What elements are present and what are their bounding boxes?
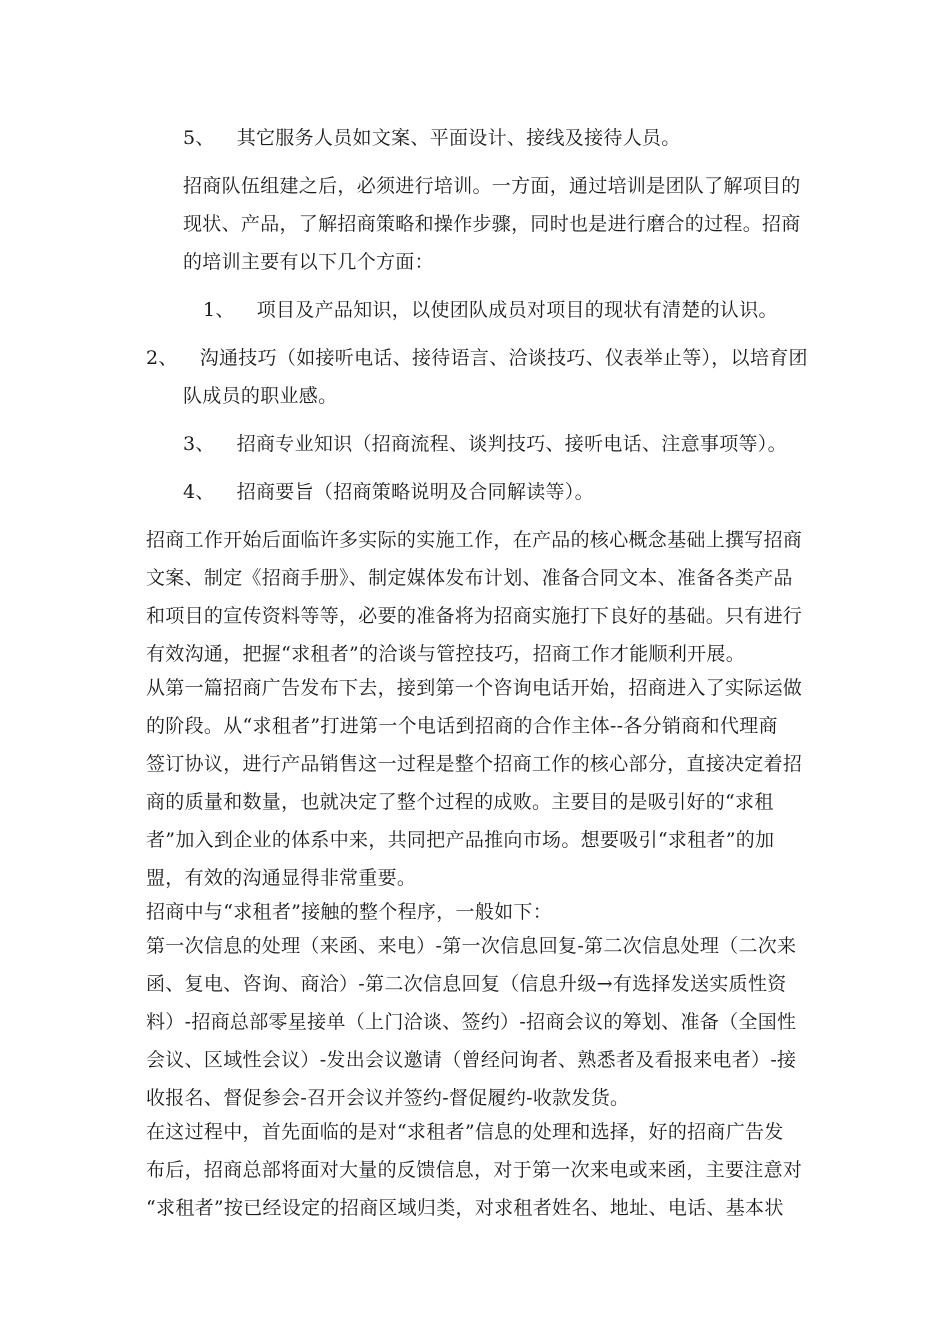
list-item-text: 项目及产品知识，以使团队成员对项目的现状有清楚的认识。 [256,299,778,321]
body-line: 收报名、督促参会-召开会议并签约-督促履约-收款发货。 [146,1087,630,1109]
body-line: 第一次信息的处理（来函、来电）-第一次信息回复-第二次信息处理（二次来 [146,935,797,957]
list-item-text: 招商专业知识（招商流程、谈判技巧、接听电话、注意事项等）。 [236,433,787,455]
list-number: 5、 [183,127,215,149]
training-item-3 [183,431,787,457]
list-number: 4、 [183,481,215,503]
body-line: 会议、区域性会议）-发出会议邀请（曾经问询者、熟悉者及看报来电者）-接 [146,1049,797,1071]
body-line: 在这过程中，首先面临的是对“求租者”信息的处理和选择，好的招商广告发 [146,1121,784,1143]
body-line: “求租者”按已经设定的招商区域归类，对求租者姓名、地址、电话、基本状 [146,1197,784,1219]
body-line: 盟，有效的沟通显得非常重要。 [146,867,417,889]
body-line: 的阶段。从“求租者”打进第一个电话到招商的合作主体--各分销商和代理商 [146,715,778,737]
list-item-text: 招商要旨（招商策略说明及合同解读等）。 [236,481,594,503]
list-item-text: 其它服务人员如文案、平面设计、接线及接待人员。 [236,127,681,149]
list-number: 3、 [183,433,215,455]
body-line: 布后，招商总部将面对大量的反馈信息，对于第一次来电或来函，主要注意对 [146,1159,803,1181]
body-line: 商的质量和数量，也就决定了整个过程的成败。主要目的是吸引好的“求租 [146,791,774,813]
body-line: 料）-招商总部零星接单（上门洽谈、签约）-招商会议的筹划、准备（全国性 [146,1011,797,1033]
body-line: 有效沟通，把握“求租者”的洽谈与管控技巧，招商工作才能顺利开展。 [146,643,746,665]
body-line: 签订协议，进行产品销售这一过程是整个招商工作的核心部分，直接决定着招 [146,753,803,775]
list-item-5 [183,125,681,151]
body-line: 招商工作开始后面临许多实际的实施工作，在产品的核心概念基础上撰写招商 [146,529,803,551]
body-line: 者”加入到企业的体系中来，共同把产品推向市场。想要吸引“求租者”的加 [146,829,775,851]
list-item-text: 沟通技巧（如接听电话、接待语言、洽谈技巧、仪表举止等），以培育团 [199,347,808,369]
body-line: 和项目的宣传资料等等，必要的准备将为招商实施打下良好的基础。只有进行 [146,605,803,627]
training-item-1 [203,297,778,323]
list-number: 1、 [203,299,235,321]
body-line: 文案、制定《招商手册》、制定媒体发布计划、准备合同文本、准备各类产品 [146,567,793,589]
training-item-2 [146,345,808,371]
paragraph-line: 的培训主要有以下几个方面： [183,251,434,273]
body-line: 从第一篇招商广告发布下去，接到第一个咨询电话开始，招商进入了实际运做 [146,677,803,699]
paragraph-line: 招商队伍组建之后，必须进行培训。一方面，通过培训是团队了解项目的 [183,175,801,197]
training-item-2-continued: 队成员的职业感。 [183,385,338,407]
body-line: 函、复电、咨询、商洽）-第二次信息回复（信息升级→有选择发送实质性资 [146,973,787,995]
list-number: 2、 [146,347,178,369]
body-line: 招商中与“求租者”接触的整个程序，一般如下： [146,901,553,923]
training-item-4 [183,479,594,505]
paragraph-line: 现状、产品，了解招商策略和操作步骤，同时也是进行磨合的过程。招商 [183,213,801,235]
